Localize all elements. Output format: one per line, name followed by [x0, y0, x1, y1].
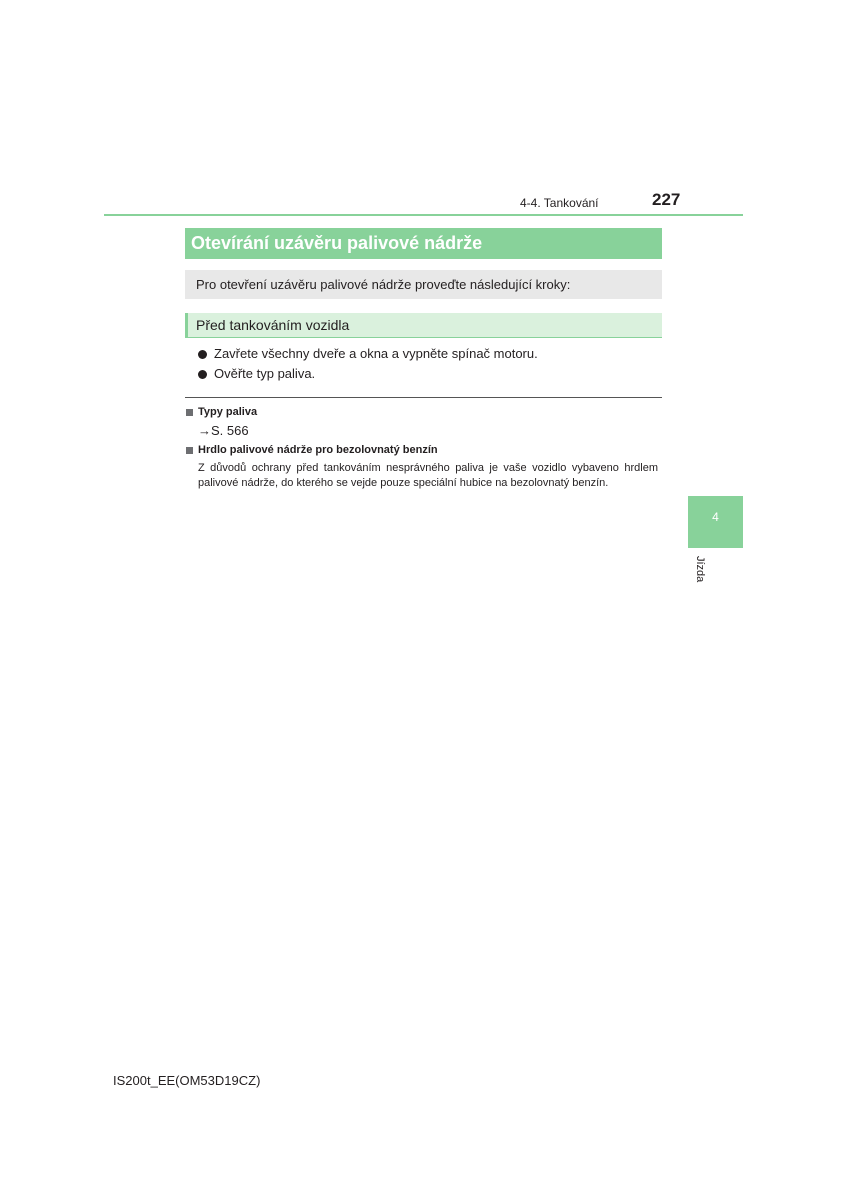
page-title: Otevírání uzávěru palivové nádrže — [185, 228, 662, 259]
section-divider — [185, 397, 662, 398]
bullet-text: Zavřete všechny dveře a okna a vypněte spínač motoru. — [214, 346, 538, 361]
list-item — [198, 344, 538, 364]
note-body: Z důvodů ochrany před tankováním nesprávného paliva je vaše vozidlo vybaveno hrdlem palivové nádrže, do kterého se vejde pouze speciální hubice na bezolovnatý benzín. — [198, 462, 658, 489]
list-item — [198, 364, 538, 384]
page-reference: →S. 566 — [198, 423, 249, 438]
bullet-list — [198, 344, 538, 384]
bullet-icon — [198, 350, 207, 359]
intro-box: Pro otevření uzávěru palivové nádrže proveďte následující kroky: — [185, 270, 662, 299]
note-heading-text: Typy paliva — [198, 406, 258, 418]
note-heading — [186, 406, 257, 418]
note-heading — [186, 444, 438, 456]
bullet-icon — [198, 370, 207, 379]
page-number: 227 — [652, 190, 681, 209]
note-heading-text: Hrdlo palivové nádrže pro bezolovnatý benzín — [198, 444, 438, 456]
square-bullet-icon — [186, 447, 193, 454]
header-section: 4-4. Tankování — [520, 196, 599, 210]
chapter-tab-number: 4 — [688, 496, 743, 548]
subsection-heading: Před tankováním vozidla — [185, 313, 662, 338]
square-bullet-icon — [186, 409, 193, 416]
bullet-text: Ověřte typ paliva. — [214, 366, 316, 381]
footer-code: IS200t_EE(OM53D19CZ) — [113, 1073, 261, 1088]
header-rule — [104, 214, 743, 216]
chapter-tab-label: Jízda — [694, 556, 706, 583]
